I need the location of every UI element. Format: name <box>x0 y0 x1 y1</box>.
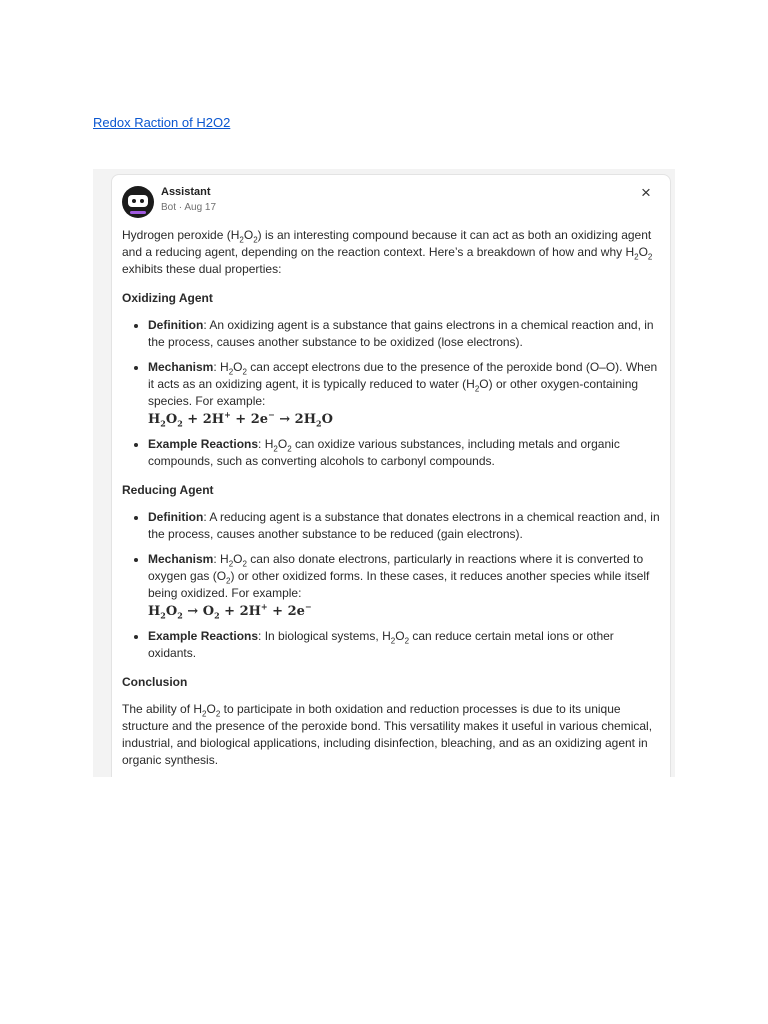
list-item: • Mechanism: $H_2O_2$ can also donate electrons, particularly in reactions where it is converted to oxygen gas $(O_2)$ or other oxidized forms. In these cases, it reduces another species while itself being oxidized. For example: $H_2O_2 \to O_2 + 2H^+ + 2e^-$ <box>148 551 662 620</box>
conclusion-heading: Conclusion <box>122 675 188 689</box>
reducing-heading: Reducing Agent <box>122 483 214 497</box>
message-card <box>111 174 671 777</box>
avatar-eye-right <box>140 199 144 203</box>
list-item: • Example Reactions: In biological systems, $H_2O_2$ can reduce certain metal ions or other oxidants. <box>148 628 662 662</box>
conclusion-paragraph: The ability of $H_2O_2$ to participate in both oxidation and reduction processes is due to its unique structure and the presence of the peroxide bond. This versatility makes it useful in various chemical, industrial, and biological applications, including disinfection, bleaching, and as an oxidizing agent in organic synthesis. <box>122 702 653 767</box>
card-header <box>122 183 660 219</box>
list-item: • Example Reactions: $H_2O_2$ can oxidize various substances, including metals and organic compounds, such as converting alcohols to carbonyl compounds. <box>148 436 662 470</box>
list-item: • Definition: An oxidizing agent is a substance that gains electrons in a chemical reaction and, in the process, causes another substance to be oxidized (lose electrons). <box>148 317 662 351</box>
oxidizing-equation: $H_2O_2 + 2H^+ + 2e^- \to 2H_2O$ <box>148 409 333 429</box>
avatar-eye-left <box>132 199 136 203</box>
reducing-list <box>122 509 662 662</box>
avatar-face <box>128 195 148 207</box>
author-name: Assistant <box>161 186 211 198</box>
message-body <box>122 227 662 777</box>
screenshot-capture <box>93 169 675 777</box>
intro-paragraph: Hydrogen peroxide $(H_2O_2)$ is an interesting compound because it can act as both an oxidizing agent and a reducing agent, depending on the reaction context. Here’s a breakdown of how and why $H_2O_2$ exhibits these dual properties: <box>122 228 653 276</box>
list-item: • Definition: A reducing agent is a substance that donates electrons in a chemical reaction and, in the process, causes another substance to be reduced (gain electrons). <box>148 509 662 543</box>
bot-avatar-icon <box>122 186 154 218</box>
avatar-accent <box>130 211 146 214</box>
document-link[interactable]: Redox Raction of H2O2 <box>93 115 231 130</box>
list-item: • Mechanism: $H_2O_2$ can accept electrons due to the presence of the peroxide bond (O–O). When it acts as an oxidizing agent, it is typically reduced to water $(H_2O)$ or other oxygen-containing species. For example: $H_2O_2 + 2H^+ + 2e^- \to 2H_2O$ <box>148 359 662 428</box>
oxidizing-heading: Oxidizing Agent <box>122 291 213 305</box>
reducing-equation: $H_2O_2 \to O_2 + 2H^+ + 2e^-$ <box>148 601 312 621</box>
author-meta: Bot · Aug 17 <box>161 202 217 213</box>
close-icon[interactable]: × <box>641 183 651 202</box>
oxidizing-list <box>122 317 662 470</box>
